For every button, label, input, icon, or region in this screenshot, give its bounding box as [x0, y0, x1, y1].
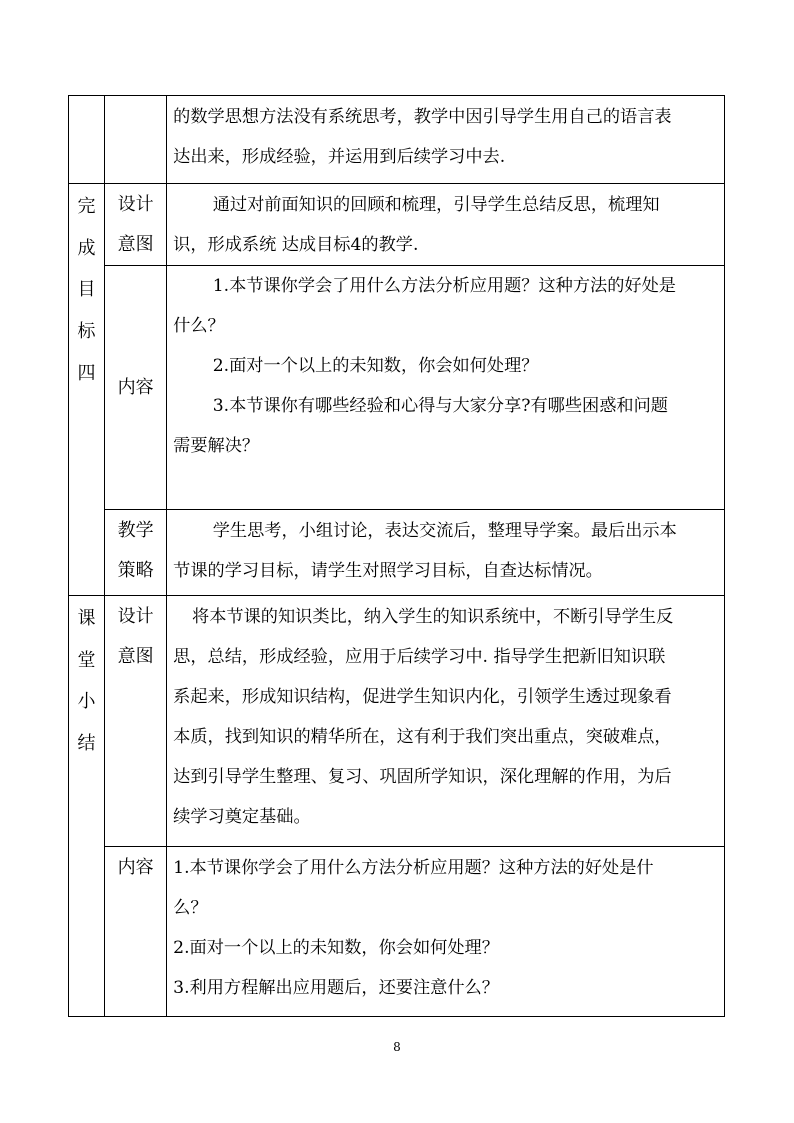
section-label-summary: 课 堂 小 结	[69, 596, 105, 1017]
list-item: 3.利用方程解出应用题后，还要注意什么？	[173, 978, 499, 998]
empty-cell	[105, 96, 167, 184]
design-intent-label: 设计 意图	[105, 596, 167, 847]
table-row	[69, 510, 725, 596]
table-row	[69, 96, 725, 184]
table-row	[69, 266, 725, 510]
content-label: 内容	[105, 266, 167, 510]
list-item: 需要解决？	[173, 436, 260, 456]
empty-cell	[69, 96, 105, 184]
design-intent-text: 将本节课的知识类比，纳入学生的知识系统中，不断引导学生反 思，总结，形成经验，应用于后续学习中. 指导学生把新旧知识联 系起来，形成知识结构，促进学生知识内化，引领学生透过现象看 本质，找到知识的精华所在，这有利于我们突出重点，突破难点， 达到引导学生整理、复习、巩固所学知识，深化理解的作用，为后 续学习奠定基础。	[167, 596, 725, 847]
strategy-label: 教学 策略	[105, 510, 167, 596]
table-row	[69, 184, 725, 266]
text-line: 的数学思想方法没有系统思考，教学中因引导学生用自己的语言表	[173, 107, 672, 127]
table-row	[69, 596, 725, 847]
continued-text-cell	[167, 96, 725, 184]
list-item: 3.本节课你有哪些经验和心得与大家分享?有哪些困惑和问题	[212, 396, 668, 416]
content-text	[167, 266, 725, 510]
list-item: 么？	[173, 898, 208, 918]
list-item: 2.面对一个以上的未知数，你会如何处理？	[173, 938, 499, 958]
design-intent-text: 通过对前面知识的回顾和梳理，引导学生总结反思，梳理知 识，形成系统 达成目标4的教学.	[167, 184, 725, 266]
text-line: 达出来，形成经验，并运用到后续学习中去.	[173, 147, 506, 167]
content-text	[167, 847, 725, 1017]
table-row	[69, 847, 725, 1017]
strategy-text: 学生思考，小组讨论，表达交流后，整理导学案。最后出示本 节课的学习目标，请学生对照学习目标，自查达标情况。	[167, 510, 725, 596]
list-item: 什么？	[173, 316, 225, 336]
design-intent-label: 设计 意图	[105, 184, 167, 266]
section-label-goal4: 完 成 目 标 四	[69, 184, 105, 596]
list-item: 1.本节课你学会了用什么方法分析应用题？这种方法的好处是	[212, 276, 676, 296]
page-number: 8	[393, 1040, 401, 1054]
content-label: 内容	[105, 847, 167, 1017]
lesson-plan-table	[68, 95, 725, 1017]
list-item: 1.本节课你学会了用什么方法分析应用题？这种方法的好处是什	[173, 858, 654, 878]
list-item: 2.面对一个以上的未知数，你会如何处理？	[212, 356, 539, 376]
